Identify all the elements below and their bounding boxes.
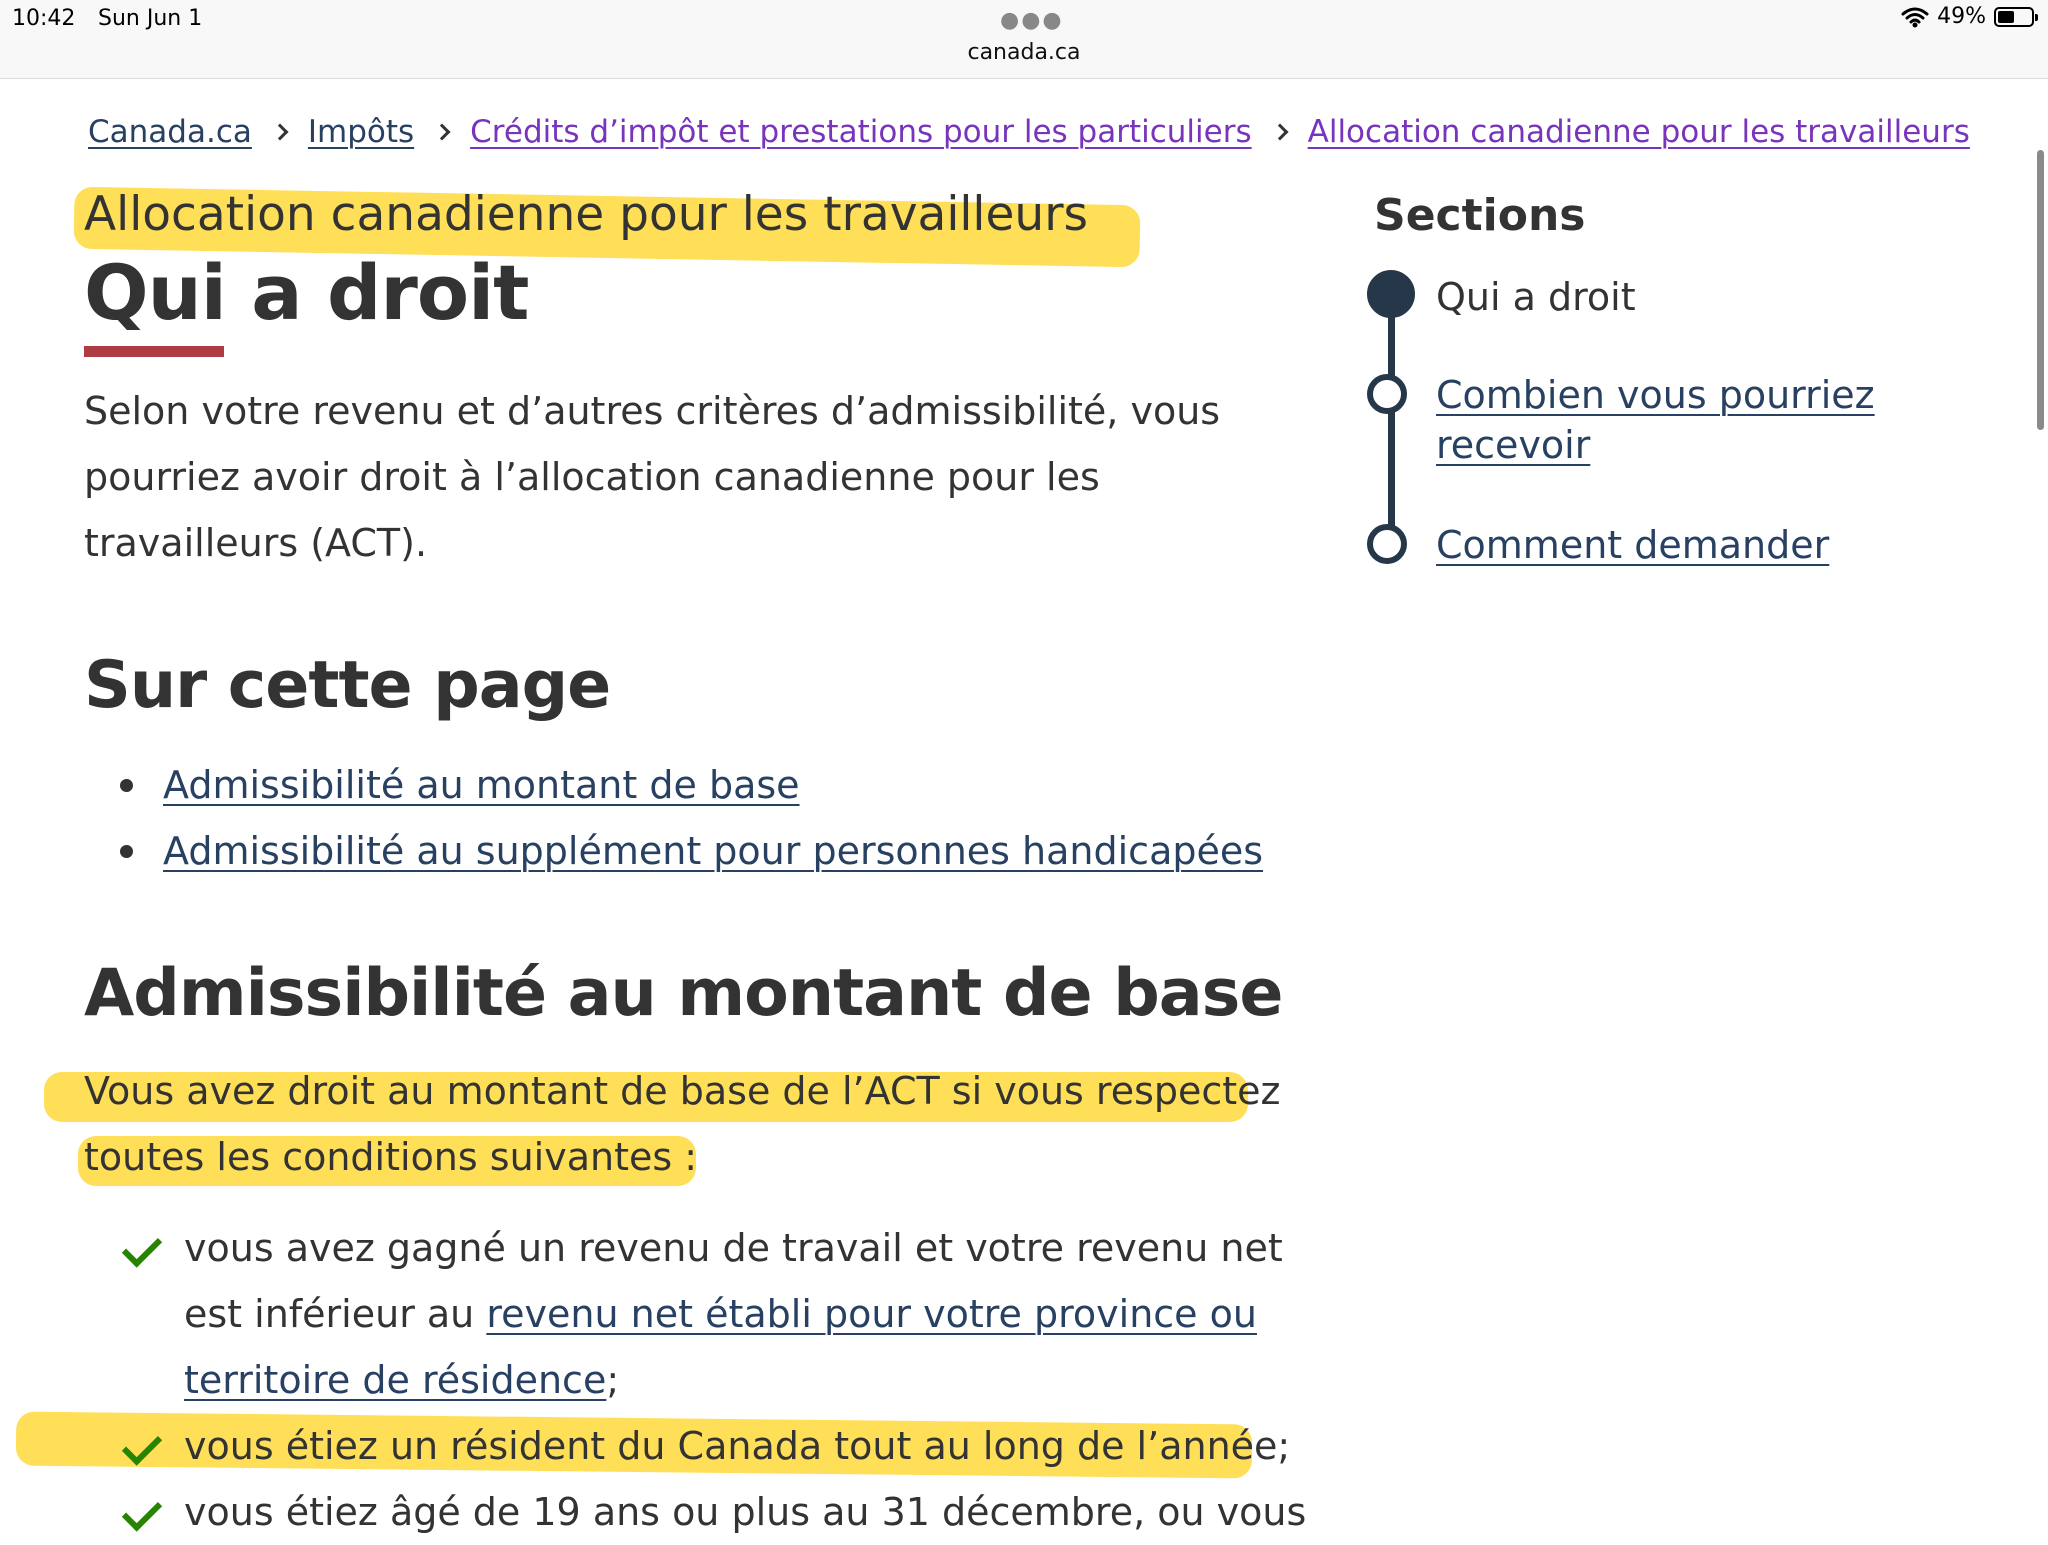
on-this-page-list [120,752,1263,884]
title-underline-rule [84,346,224,357]
scrollbar[interactable] [2037,150,2044,430]
sections-title: Sections [1374,190,1586,241]
step-dot-icon [1367,524,1407,564]
condition-text: vous étiez un résident du Canada tout au long de l’année [184,1424,1278,1468]
page-title: Qui a droit [84,248,529,337]
condition-text: vous avez gagné un revenu de travail et votre revenu net est inférieur au [184,1226,1283,1336]
battery-percent: 49% [1937,4,1986,29]
step-item-combien [1436,370,1996,470]
conditions-list [120,1215,1340,1545]
step-item-comment [1436,520,1996,570]
condition-punctuation: ; [606,1358,620,1402]
breadcrumb-link-credits[interactable]: Crédits d’impôt et prestations pour les particuliers [470,114,1252,150]
list-item [120,1413,1340,1479]
on-this-page-heading: Sur cette page [84,648,611,723]
section-link-combien[interactable]: Combien vous pourriez recevoir [1436,373,1875,467]
battery-fill [1998,11,2014,23]
basic-amount-lead: Vous avez droit au montant de base de l’ACT si vous respectez toutes les conditions suivantes : [84,1069,1281,1179]
condition-punctuation: ; [1277,1424,1291,1468]
toc-link-disability-supplement[interactable]: Admissibilité au supplément pour personnes handicapées [163,829,1264,873]
breadcrumb-link-canada[interactable]: Canada.ca [88,114,252,150]
battery-nub [2035,14,2038,21]
intro-paragraph: Selon votre revenu et d’autres critères d’admissibilité, vous pourriez avoir droit à l’allocation canadienne pour les travailleurs (ACT). [84,389,1221,565]
toc-link-basic-amount[interactable]: Admissibilité au montant de base [163,763,800,807]
breadcrumb [88,114,1970,150]
step-current-dot-icon [1367,270,1415,318]
net-income-thresholds-link[interactable]: revenu net établi pour votre province ou territoire de résidence [184,1292,1257,1402]
checkmark-icon [122,1227,162,1267]
chevron-right-icon [1271,124,1288,141]
chevron-right-icon [271,124,288,141]
list-item [120,752,1263,818]
step-current-label: Qui a droit [1436,275,1636,319]
multitasking-dots-icon[interactable]: ●●● [1000,8,1064,33]
list-item [120,1215,1340,1413]
stepper-line [1388,296,1395,546]
status-date: Sun Jun 1 [98,6,203,31]
section-link-comment[interactable]: Comment demander [1436,523,1830,567]
address-bar-url[interactable]: canada.ca [967,40,1081,65]
bullet-icon [120,779,133,792]
checkmark-icon [122,1491,162,1531]
wifi-icon [1901,6,1929,28]
condition-text: vous étiez âgé de 19 ans ou plus au 31 décembre, ou vous [184,1490,1307,1534]
chevron-right-icon [434,124,451,141]
breadcrumb-link-act[interactable]: Allocation canadienne pour les travailleurs [1307,114,1970,150]
page-subtitle: Allocation canadienne pour les travailleurs [84,187,1089,242]
list-item [120,818,1263,884]
step-dot-icon [1367,374,1407,414]
status-right [1901,4,2034,29]
status-bar [0,0,2048,79]
breadcrumb-link-impots[interactable]: Impôts [307,114,415,150]
battery-icon [1994,7,2034,27]
list-item [120,1479,1340,1545]
checkmark-icon [122,1425,162,1465]
basic-amount-heading: Admissibilité au montant de base [84,956,1283,1031]
bullet-icon [120,845,133,858]
status-time: 10:42 [12,6,76,31]
